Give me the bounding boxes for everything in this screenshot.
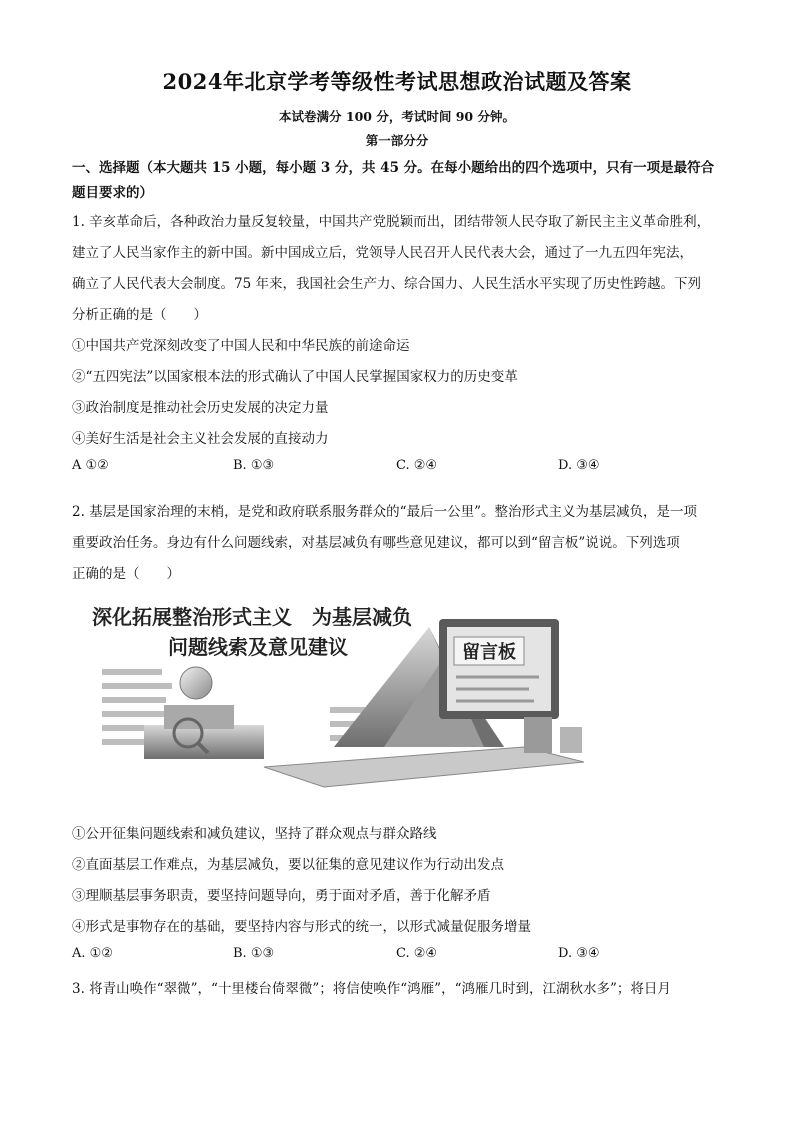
section-instruction: 一、选择题（本大题共 15 小题，每小题 3 分，共 45 分。在每小题给出的四个选项中，只有一项是最符合 [72, 160, 715, 176]
q2-stem: 正确的是（ ） [72, 566, 180, 582]
q1-statement-4: ④美好生活是社会主义社会发展的直接动力 [72, 431, 329, 447]
q1-option-a[interactable]: A ①② [72, 458, 109, 473]
exam-subtitle: 本试卷满分 100 分，考试时间 90 分钟。 [279, 109, 515, 124]
exam-title: 2024年北京学考等级性考试思想政治试题及答案 [162, 69, 632, 94]
q2-statement-3: ③理顺基层事务职责，要坚持问题导向，勇于面对矛盾，善于化解矛盾 [72, 888, 491, 904]
q1-option-c[interactable]: C. ②④ [396, 458, 438, 473]
q1-stem: 建立了人民当家作主的新中国。新中国成立后，党领导人民召开人民代表大会，通过了一九五四年宪法， [72, 245, 693, 261]
illustration-caption: 问题线索及意见建议 [168, 635, 348, 659]
q1-statement-2: ②“五四宪法”以国家根本法的形式确认了中国人民掌握国家权力的历史变革 [72, 369, 518, 385]
q2-option-b[interactable]: B. ①③ [233, 946, 275, 961]
q3-stem: 3. 将青山唤作“翠微”，“十里楼台倚翠微”；将信使唤作“鸿雁”，“鸿雁几时到，江湖秋水多”；将日月 [72, 981, 671, 997]
part-heading: 第一部分分 [365, 133, 429, 148]
q1-option-b[interactable]: B. ①③ [233, 458, 275, 473]
q2-stem: 2. 基层是国家治理的末梢，是党和政府联系服务群众的“最后一公里”。整治形式主义为基层减负，是一项 [72, 504, 697, 520]
q1-stem: 分析正确的是（ ） [72, 307, 207, 323]
q2-stem: 重要政治任务。身边有什么问题线索，对基层减负有哪些意见建议，都可以到“留言板”说说。下列选项 [72, 535, 680, 551]
board-label: 留言板 [462, 642, 516, 663]
q2-option-d[interactable]: D. ③④ [558, 946, 600, 961]
q2-illustration [84, 597, 604, 797]
q2-statement-2: ②直面基层工作难点，为基层减负，要以征集的意见建议作为行动出发点 [72, 857, 504, 873]
q1-statement-3: ③政治制度是推动社会历史发展的决定力量 [72, 400, 329, 416]
q2-options [72, 946, 726, 964]
q1-stem: 确立了人民代表大会制度。75 年来，我国社会生产力、综合国力、人民生活水平实现了历史性跨越。下列 [72, 276, 701, 292]
q1-stem: 1. 辛亥革命后，各种政治力量反复较量，中国共产党脱颖而出，团结带领人民夺取了新民主主义革命胜利， [72, 214, 711, 230]
q1-statement-1: ①中国共产党深刻改变了中国人民和中华民族的前途命运 [72, 338, 410, 354]
q1-options [72, 458, 726, 476]
q2-option-a[interactable]: A. ①② [72, 946, 113, 961]
q2-statement-4: ④形式是事物存在的基础，要坚持内容与形式的统一，以形式减量促服务增量 [72, 919, 531, 935]
section-instruction-cont: 题目要求的） [72, 185, 153, 201]
message-board-monitor [439, 619, 559, 719]
q1-option-d[interactable]: D. ③④ [558, 458, 600, 473]
q2-statement-1: ①公开征集问题线索和减负建议，坚持了群众观点与群众路线 [72, 826, 437, 842]
illustration-caption: 深化拓展整治形式主义 为基层减负 [92, 605, 412, 629]
q2-option-c[interactable]: C. ②④ [396, 946, 438, 961]
